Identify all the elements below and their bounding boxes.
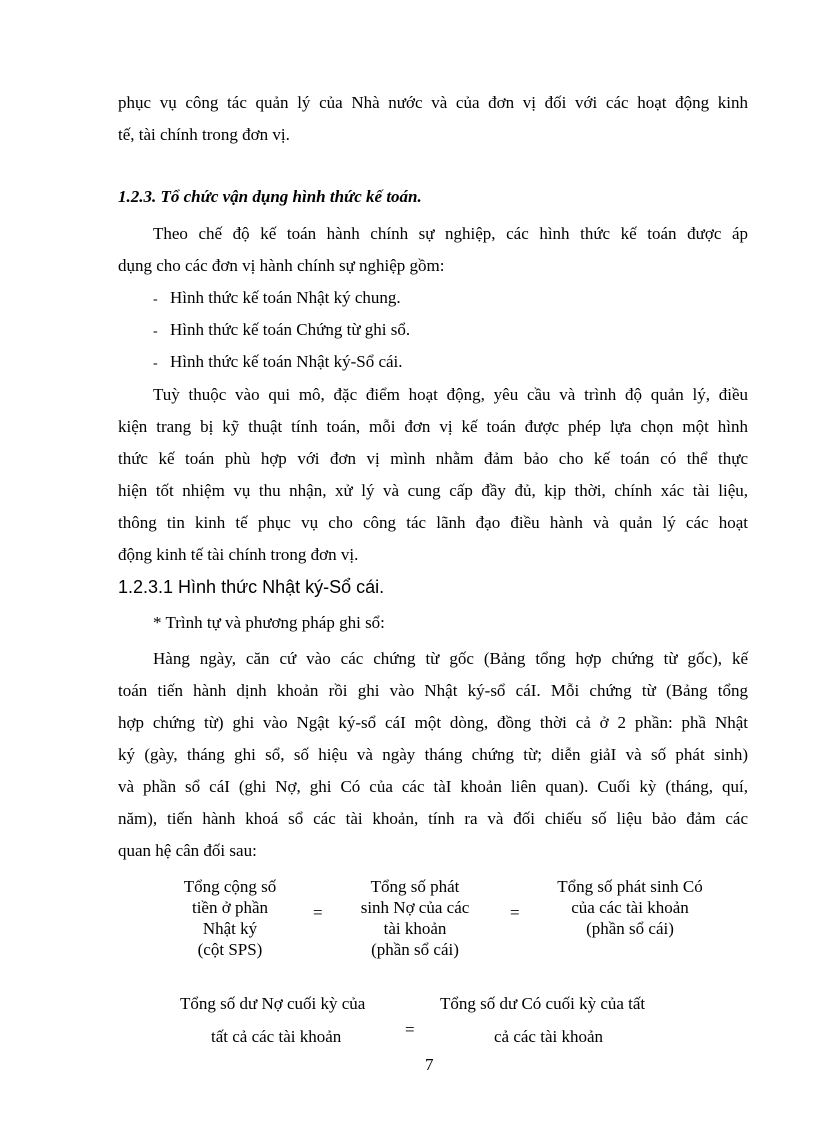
equation-2-left-line-1: Tổng số dư Nợ cuối kỳ của <box>180 994 366 1013</box>
paragraph-2-line: Tuỳ thuộc vào qui mô, đặc điểm hoạt động, yêu cầu và trình độ quản lý, điều <box>153 385 748 404</box>
paragraph-2-line: thông tin kinh tế phục vụ cho công tác lãnh đạo điều hành và quản lý các hoạt <box>118 513 748 532</box>
subsection-heading: 1.2.3.1 Hình thức Nhật ký-Sổ cái. <box>118 577 385 597</box>
paragraph-2-line: hiện tốt nhiệm vụ thu nhận, xử lý và cung cấp đầy đủ, kịp thời, chính xác tài liệu, <box>118 481 748 500</box>
paragraph-3-line: Hàng ngày, căn cứ vào các chứng từ gốc (Bảng tổng hợp chứng từ gốc), kế <box>153 649 748 668</box>
paragraph-3-line: ký (gày, tháng ghi sổ, số hiệu và ngày tháng chứng từ; diễn giảI và số phát sinh) <box>118 745 748 764</box>
paragraph-2-line: thức kế toán phù hợp với đơn vị mình nhằm đảm bảo cho kế toán có thể thực <box>118 449 748 468</box>
equals-sign: = <box>313 903 323 922</box>
bullet-marker: - <box>153 324 158 339</box>
page-number: 7 <box>425 1055 434 1074</box>
intro-line-1: phục vụ công tác quản lý của Nhà nước và của đơn vị đối với các hoạt động kinh <box>118 93 748 112</box>
paragraph-1-line-1: Theo chế độ kế toán hành chính sự nghiệp, các hình thức kế toán được áp <box>153 224 748 243</box>
equation-1-term-1: Tổng cộng số tiền ở phần Nhật ký (cột SPS) <box>183 877 277 959</box>
bullet-item: Hình thức kế toán Nhật ký-Sổ cái. <box>170 352 403 371</box>
equation-2-right-line-2: cả các tài khoản <box>494 1027 604 1046</box>
paragraph-3-line: và phần sổ cáI (ghi Nợ, ghi Có của các tàI khoản liên quan). Cuối kỳ (tháng, quí, <box>118 777 748 796</box>
bullet-marker: - <box>153 292 158 307</box>
bullet-marker: - <box>153 356 158 371</box>
paragraph-3-line: quan hệ cân đối sau: <box>118 841 257 860</box>
equation-2-left-line-2: tất cả các tài khoản <box>211 1027 342 1046</box>
paragraph-3-line: năm), tiến hành khoá sổ các tài khoản, tính ra và đối chiếu số liệu bảo đảm các <box>118 809 748 828</box>
paragraph-2-line: động kinh tế tài chính trong đơn vị. <box>118 545 359 564</box>
procedure-label: * Trình tự và phương pháp ghi sổ: <box>153 613 385 632</box>
equals-sign: = <box>510 903 520 922</box>
equals-sign: = <box>405 1020 415 1039</box>
section-heading: 1.2.3. Tổ chức vận dụng hình thức kế toán. <box>118 187 422 206</box>
paragraph-3-line: hợp chứng từ) ghi vào Ngật ký-sổ cáI một dòng, đồng thời cả ở 2 phần: phầ Nhật <box>118 713 748 732</box>
paragraph-3-line: toán tiến hành dịnh khoản rồi ghi vào Nhật ký-sổ cáI. Mỗi chứng từ (Bảng tổng <box>118 681 748 700</box>
paragraph-1-line-2: dụng cho các đơn vị hành chính sự nghiệp gồm: <box>118 256 445 275</box>
bullet-item: Hình thức kế toán Nhật ký chung. <box>170 288 401 307</box>
bullet-item: Hình thức kế toán Chứng từ ghi sổ. <box>170 320 411 339</box>
equation-1-term-3: Tổng số phát sinh Có của các tài khoản (phần sổ cái) <box>557 877 703 938</box>
equation-1-term-2: Tổng số phát sinh Nợ của các tài khoản (phần sổ cái) <box>360 877 470 959</box>
intro-line-2: tế, tài chính trong đơn vị. <box>118 125 290 144</box>
equation-2-right-line-1: Tổng số dư Có cuối kỳ của tất <box>440 994 646 1013</box>
paragraph-2-line: kiện trang bị kỹ thuật tính toán, mỗi đơn vị kế toán được phép lựa chọn một hình <box>118 417 748 436</box>
